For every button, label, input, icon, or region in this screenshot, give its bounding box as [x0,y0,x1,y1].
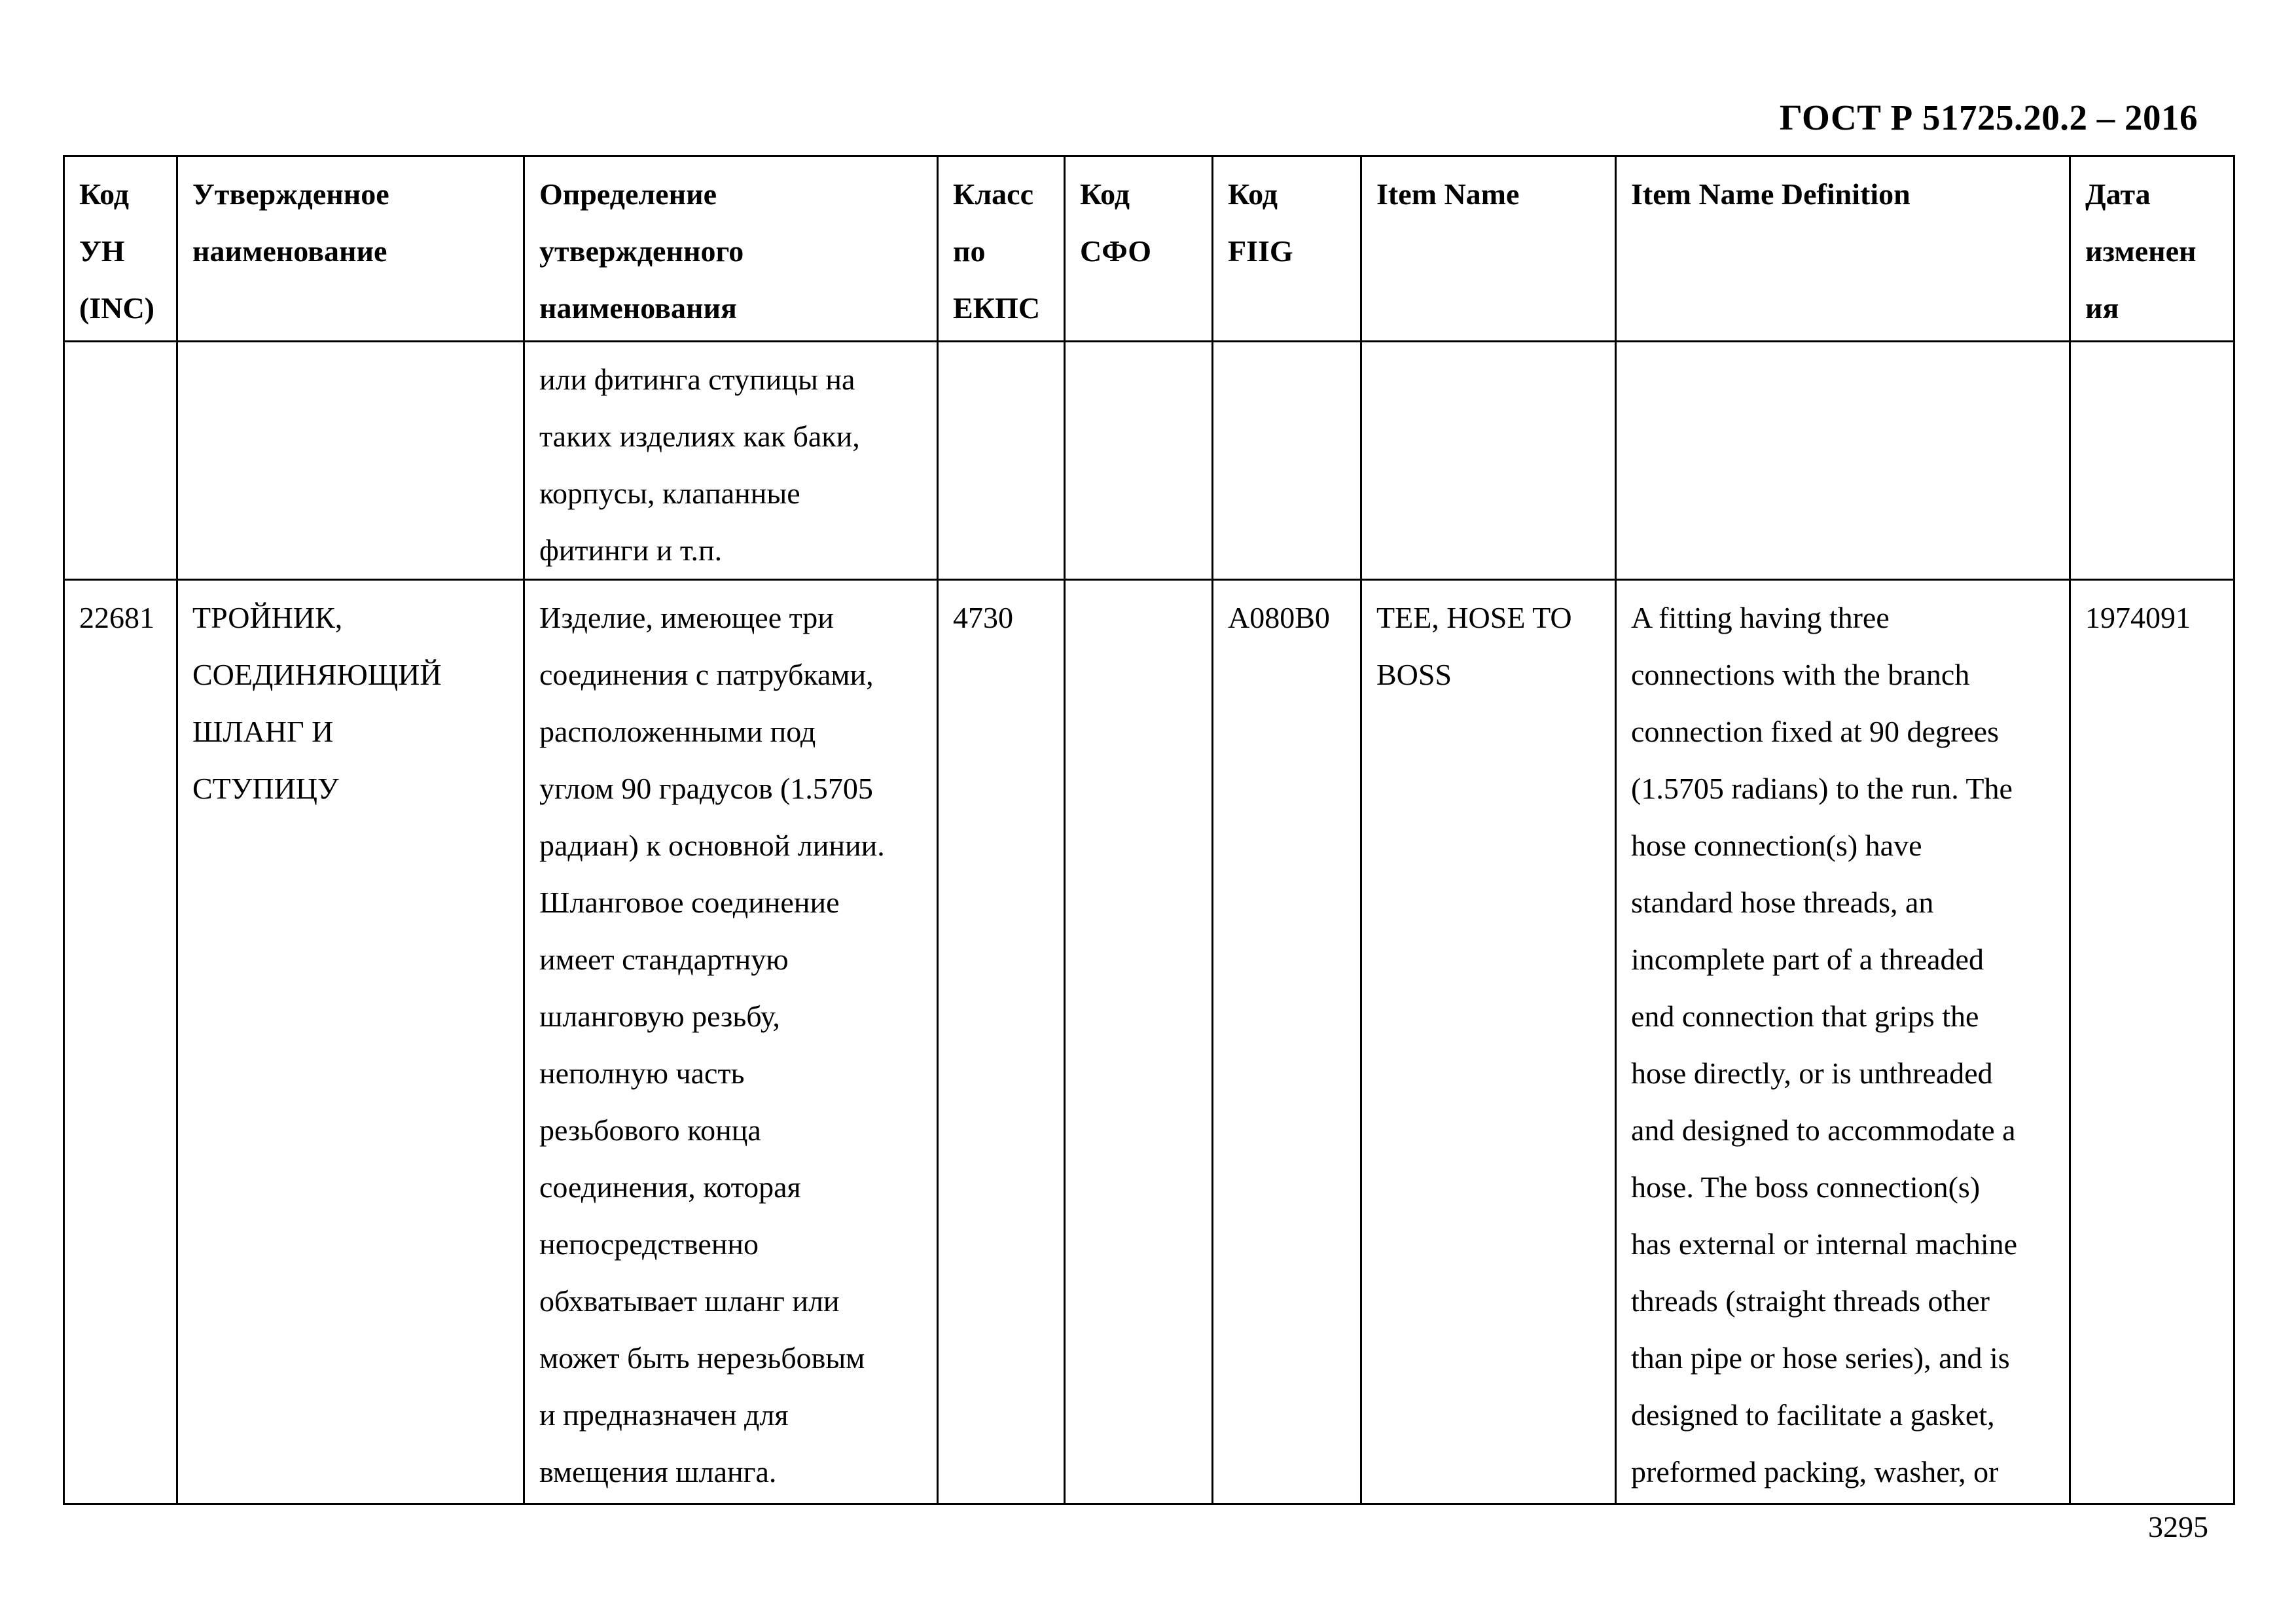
page-number: 3295 [2148,1510,2208,1543]
header-item-name-definition: Item Name Definition [1616,156,2070,342]
document-header: ГОСТ Р 51725.20.2 – 2016 [1779,98,2198,137]
cell-item-name-definition [1616,342,2070,580]
cell-inc-code: 22681 [64,580,177,1504]
cell-approved-name [177,342,524,580]
cell-item-name-definition: A fitting having three connections with the branch connection fixed at 90 degrees (1.5705 radians) to the run. The hose connection(s) have standard hose threads, an incomplete part of a threaded end connection that grips the hose directly, or is unthreaded and designed to accommodate a hose. The boss connection(s) has external or internal machine threads (straight threads other than pipe or hose series), and is designed to facilitate a gasket, preformed packing, washer, or [1616,580,2070,1504]
cell-class: 4730 [938,580,1065,1504]
cell-sfo-code [1065,342,1213,580]
header-inc-code: Код УН (INC) [64,156,177,342]
table-row [64,580,2234,1504]
cell-item-name [1361,342,1616,580]
cell-approved-name: ТРОЙНИК, СОЕДИНЯЮЩИЙ ШЛАНГ И СТУПИЦУ [177,580,524,1504]
header-approved-name: Утвержденное наименование [177,156,524,342]
table-header-row [64,156,2234,342]
cell-definition: или фитинга ступицы на таких изделиях как баки, корпусы, клапанные фитинги и т.п. [524,342,938,580]
cell-sfo-code [1065,580,1213,1504]
cell-change-date: 1974091 [2070,580,2234,1504]
header-fiig-code: Код FIIG [1213,156,1361,342]
cell-class [938,342,1065,580]
table-row [64,342,2234,580]
cell-definition: Изделие, имеющее три соединения с патрубками, расположенными под углом 90 градусов (1.5705 радиан) к основной линии. Шланговое соединение имеет стандартную шланговую резьбу, неполную часть резьбового конца соединения, которая непосредственно обхватывает шланг или может быть нерезьбовым и предназначен для вмещения шланга. [524,580,938,1504]
header-definition: Определение утвержденного наименования [524,156,938,342]
header-class: Класс по ЕКПС [938,156,1065,342]
cell-inc-code [64,342,177,580]
header-sfo-code: Код СФО [1065,156,1213,342]
header-change-date: Дата изменен ия [2070,156,2234,342]
cell-fiig-code [1213,342,1361,580]
nomenclature-table [63,155,2235,1505]
cell-item-name: TEE, HOSE TO BOSS [1361,580,1616,1504]
header-item-name: Item Name [1361,156,1616,342]
cell-change-date [2070,342,2234,580]
cell-fiig-code: A080B0 [1213,580,1361,1504]
